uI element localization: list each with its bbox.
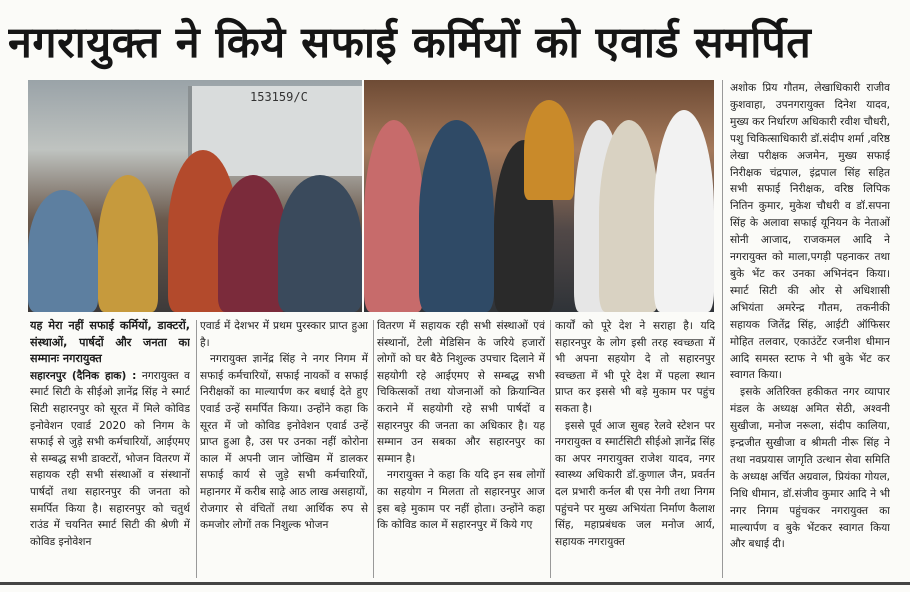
person (278, 175, 362, 312)
previous-article-strip (0, 0, 910, 10)
body-text: नगरायुक्त व स्मार्ट सिटी के सीईओ ज्ञानेंद्र सिंह ने स्मार्ट सिटी सहारनपुर को सूरत में मिले कोविड इनोवेशन एवार्ड 2020 को निगम के सफाई से जुड़े सभी कर्मचारियों, आईएमए से सम्बद्ध सभी डाक्टरों, भोजन वितरण में सहायक रही सभी संस्थाओं व संस्थानों पार्षदों तथा सहारनपुर की जनता को समर्पित किया है। सहारनपुर को चतुर्थ राउंड में चयनित स्मार्ट सिटी की श्रेणी में कोविड इनोवेशन (30, 369, 190, 548)
paragraph: कार्यों को पूरे देश ने सराहा है। यदि सहारनपुर के लोग इसी तरह स्वच्छता में भी अपना सहयोग दे तो सहारनपुर स्वच्छता में भी पूरे देश में पहला स्थान प्राप्त कर इससे भी बड़े मुकाम पर पहुंच सकता है। (555, 320, 715, 415)
person-with-turban (524, 100, 574, 200)
kicker: यह मेरा नहीं सफाई कर्मियों, डाक्टरों, संस्थाओं, पार्षदों और जनता का सम्मानः नगरायुक्त (30, 319, 190, 366)
column-divider (722, 80, 723, 578)
photo-bouquet-welcome (364, 80, 714, 312)
paragraph: नगरायुक्त ज्ञानेंद्र सिंह ने नगर निगम में सफाई कर्मचारियों, सफाई नायकों व सफाई निरीक्षकों का माल्यार्पण कर बधाई देते हुए एवार्ड उन्हें समर्पित किया। उन्होंने कहा कि सूरत में जो कोविड इनोवेशन एवार्ड उन्हें प्राप्त हुआ है, उस पर उनका नहीं कोरोना काल में अपनी जान जोखिम में डालकर सफाई कार्य से जुड़े सभी कर्मचारियों, महानगर में करीब साढ़े आठ लाख असहायों, रोजगार से वंचितों तथा आर्थिक रुप से कमजोर लोगों तक निशुल्क भोजन (200, 353, 368, 532)
person (419, 120, 494, 312)
paragraph: इसके अतिरिक्त हकीकत नगर व्यापार मंडल के अध्यक्ष अमित सेठी, अश्वनी सुखीजा, मनोज नरूला, संदीप कालिया, इन्द्रजीत सुखीजा व श्रीमती नीरू सिंह ने तथा नवप्रयास जागृति उत्थान सेवा समिति के अध्यक्ष अर्चित अग्रवाल, प्रियंका गोयल, निधि धीमान, डॉ.संजीव कुमार आदि ने भी नगर निगम पहुंचकर नगरायुक्त का माल्यार्पण व बुके भेंटकर स्वागत किया और बधाई दी। (730, 386, 890, 551)
dateline: सहारनपुर (दैनिक हाक) : (30, 369, 137, 382)
column-divider (373, 320, 374, 578)
person (654, 110, 714, 312)
paragraph: इससे पूर्व आज सुबह रेलवे स्टेशन पर नगरायुक्त व स्मार्टसिटी सीईओ ज्ञानेंद्र सिंह का अपर नगरायुक्त राजेश यादव, नगर स्वास्थ्य अधिकारी डॉ.कुणाल जैन, प्रवर्तन दल प्रभारी कर्नल बी एस नेगी तथा निगम पहुंचने पर मुख्य अभियंता निर्माण कैलाश सिंह, महाप्रबंधक जल मनोज आर्य, सहायक नगरायुक्त (555, 419, 715, 548)
paragraph: अशोक प्रिय गौतम, लेखाधिकारी राजीव कुशवाहा, उपनगरायुक्त दिनेश यादव, मुख्य कर निर्धारण अधिकारी रवीश चौधरी, पशु चिकित्साधिकारी डॉ.संदीप शर्मा ,वरिष्ठ लेखा परीक्षक अजमेन, मुख्य सफाई निरीक्षक चंद्रपाल, इंद्रपाल सिंह सहित सभी सफाई निरीक्षक, वरिष्ठ लिपिक नितिन कुमार, मुकेश चौधरी व डॉ.सपना सिंह के अलावा सफाई यूनियन के नेताओं सोनी आजाद, राजकमल आदि ने नगरायुक्त को माला,पगड़ी पहनाकर तथा बुके भेंट कर उनका अभिनंदन किया। स्मार्ट सिटी की ओर से अधिशासी अभियंता अमरेन्द्र गौतम, तकनीकी सहायक जितेंद्र सिंह, आईटी ऑफिसर मोहित तलवार, एकाउंटेंट रजनीश धीमान आदि समस्त स्टाफ ने भी बुके भेंट कर स्वागत किया। (730, 82, 890, 382)
paragraph: नगरायुक्त ने कहा कि यदि इन सब लोगों का सहयोग न मिलता तो सहारनपुर आज इस बड़े मुकाम पर नहीं होता। उन्होंने कहा कि कोविड काल में सहारनपुर में किये गए (377, 469, 545, 532)
column-divider (196, 320, 197, 578)
person (98, 175, 158, 312)
person (364, 120, 424, 312)
next-article-strip (0, 582, 910, 592)
article-column-4 (555, 318, 715, 580)
paragraph: वितरण में सहायक रही सभी संस्थाओं एवं संस्थानों, टेली मेडिसिन के जरिये हजारों लोगों को घर बैठे निशुल्क उपचार दिलाने में सहयोगी रहे आईएमए से सम्बद्ध सभी चिकित्सकों तथा योजनाओं को क्रियान्वित कराने में सहयोगी रहे सभी पार्षदों व सहारनपुर की जनता का अधिकार है। यह सम्मान उन सबका और सहारनपुर का सम्मान है। (377, 320, 545, 465)
column-divider (550, 320, 551, 578)
article-column-2 (200, 318, 368, 580)
paragraph: एवार्ड में देशभर में प्रथम पुरस्कार प्राप्त हुआ है। (200, 320, 368, 349)
article-column-1 (30, 318, 190, 580)
train-number: 153159/C (250, 90, 308, 104)
person (28, 190, 98, 312)
article-column-3 (377, 318, 545, 580)
person (599, 120, 659, 312)
article-column-5 (730, 80, 890, 580)
headline: नगरायुक्त ने किये सफाई कर्मियों को एवार्ड समर्पित (8, 18, 812, 68)
photo-railway-station-welcome (28, 80, 362, 312)
